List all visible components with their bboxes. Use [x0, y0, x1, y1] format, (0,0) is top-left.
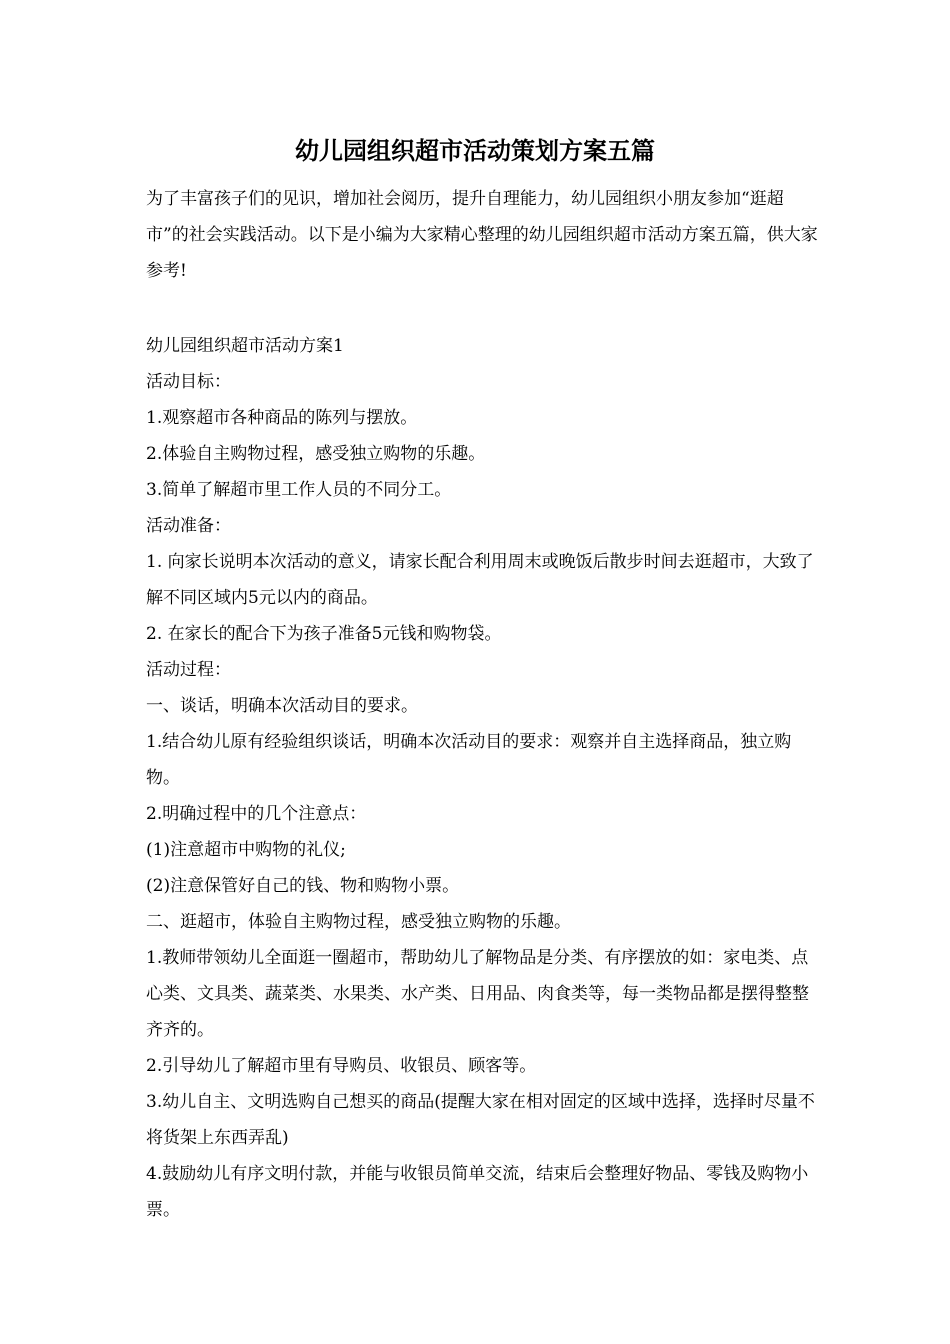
paragraph: 1.教师带领幼儿全面逛一圈超市，帮助幼儿了解物品是分类、有序摆放的如：家电类、点心类、文具类、蔬菜类、水果类、水产类、日用品、肉食类等，每一类物品都是摆得整整齐齐的。	[146, 948, 809, 1040]
paragraph: 4.鼓励幼儿有序文明付款，并能与收银员简单交流，结束后会整理好物品、零钱及购物小票。	[146, 1164, 809, 1220]
paragraph: (2)注意保管好自己的钱、物和购物小票。	[146, 876, 460, 896]
paragraph: 2.体验自主购物过程，感受独立购物的乐趣。	[146, 444, 486, 464]
paragraph: 3.幼儿自主、文明选购自己想买的商品(提醒大家在相对固定的区域中选择，选择时尽量不将货架上东西弄乱)	[146, 1092, 815, 1148]
section-1	[146, 328, 818, 1228]
paragraph: 二、逛超市，体验自主购物过程，感受独立购物的乐趣。	[146, 912, 571, 932]
paragraph: 活动准备：	[146, 516, 231, 536]
paragraph: 1.观察超市各种商品的陈列与摆放。	[146, 408, 418, 428]
section-heading: 幼儿园组织超市活动方案1	[146, 336, 344, 356]
paragraph: 2.引导幼儿了解超市里有导购员、收银员、顾客等。	[146, 1056, 537, 1076]
paragraph: 2. 在家长的配合下为孩子准备5元钱和购物袋。	[146, 624, 502, 644]
paragraph: 3.简单了解超市里工作人员的不同分工。	[146, 480, 452, 500]
intro-text: 为了丰富孩子们的见识，增加社会阅历，提升自理能力，幼儿园组织小朋友参加“逛超市”的社会实践活动。以下是小编为大家精心整理的幼儿园组织超市活动方案五篇，供大家参考!	[146, 189, 818, 281]
document-title: 幼儿园组织超市活动策划方案五篇	[295, 136, 655, 165]
intro-paragraph	[146, 181, 818, 289]
paragraph: 活动目标：	[146, 372, 231, 392]
paragraph: 活动过程：	[146, 660, 231, 680]
paragraph: 1.结合幼儿原有经验组织谈话，明确本次活动目的要求：观察并自主选择商品，独立购物。	[146, 732, 792, 788]
paragraph: 2.明确过程中的几个注意点：	[146, 804, 367, 824]
paragraph: 1. 向家长说明本次活动的意义，请家长配合利用周末或晚饭后散步时间去逛超市，大致了解不同区域内5元以内的商品。	[146, 552, 814, 608]
paragraph: 一、谈话，明确本次活动目的要求。	[146, 696, 418, 716]
paragraph: (1)注意超市中购物的礼仪;	[146, 840, 346, 860]
